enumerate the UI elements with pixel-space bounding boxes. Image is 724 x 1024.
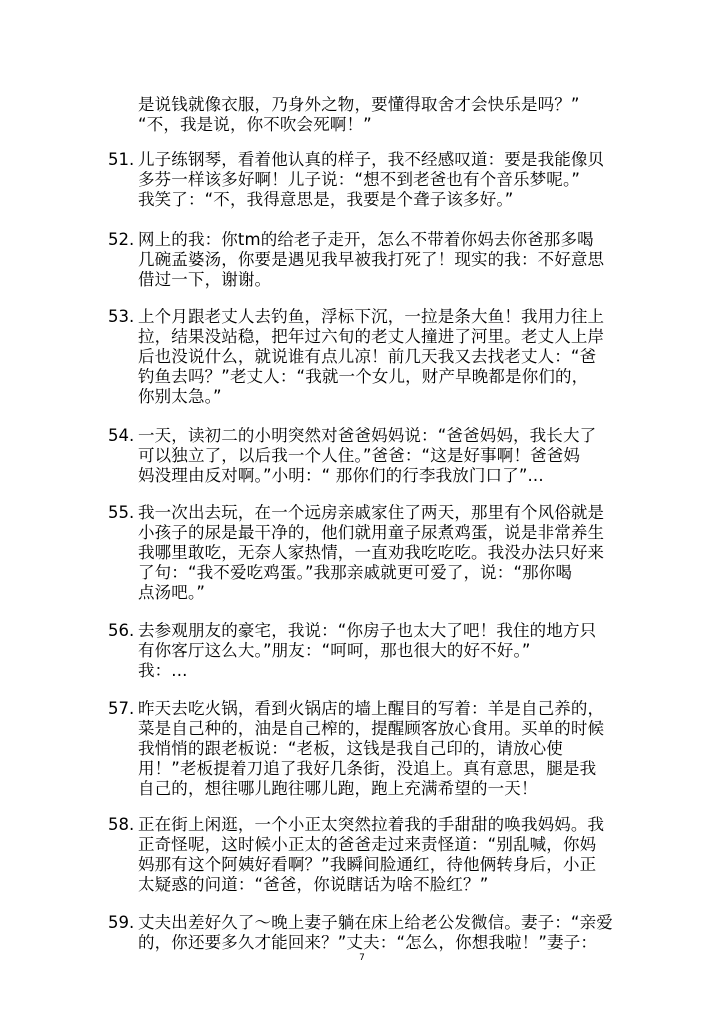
text-line: 上个月跟老丈人去钓鱼，浮标下沉，一拉是条大鱼！我用力往上 <box>138 307 605 326</box>
item-number: 53. <box>108 307 135 326</box>
text-line: 了句：“我不爱吃鸡蛋。”我那亲戚就更可爱了，说：“那你喝 <box>138 563 573 582</box>
text-line: 网上的我：你tm的给老子走开，怎么不带着你妈去你爸那多喝 <box>138 230 594 249</box>
text-line: 可以独立了，以后我一个人住。”爸爸：“这是好事啊！爸爸妈 <box>138 446 581 465</box>
item-number: 59. <box>108 913 135 932</box>
text-line: 去参观朋友的豪宅，我说：“你房子也太大了吧！我住的地方只 <box>138 621 597 640</box>
text-line: 昨天去吃火锅，看到火锅店的墙上醒目的写着：羊是自己养的， <box>138 699 605 718</box>
text-line: 太疑惑的问道：“爸爸，你说瞎话为啥不脸红？” <box>138 875 489 894</box>
text-line: 丈夫出差好久了～晚上妻子躺在床上给老公发微信。妻子：“亲爱 <box>138 913 613 932</box>
text-line: 我笑了：“不，我得意思是，我要是个聋子该多好。” <box>138 190 514 209</box>
text-line: 后也没说什么，就说谁有点儿凉！前几天我又去找老丈人：“爸 <box>138 347 597 366</box>
text-line: 妈没理由反对啊。”小明：“ 那你们的行李我放门口了”... <box>138 466 544 485</box>
text-line: 的，你还要多久才能回来？”丈夫：“怎么，你想我啦！”妻子： <box>138 933 597 952</box>
text-line: 我哪里敢吃，无奈人家热情，一直劝我吃吃吃。我没办法只好来 <box>138 543 605 562</box>
text-line: 妈那有这个阿姨好看啊？”我瞬间脸通红，待他俩转身后，小正 <box>138 855 597 874</box>
item-number: 55. <box>108 503 135 522</box>
text-line: 几碗孟婆汤，你要是遇见我早被我打死了！现实的我：不好意思 <box>138 250 605 269</box>
text-line: 点汤吧。” <box>138 583 206 602</box>
item-number: 54. <box>108 426 135 445</box>
page-number: 7 <box>359 953 365 963</box>
item-number: 56. <box>108 621 135 640</box>
text-line: 正奇怪呢，这时候小正太的爸爸走过来责怪道：“别乱喊，你妈 <box>138 835 597 854</box>
text-line: 你别太急。” <box>138 387 222 406</box>
item-number: 52. <box>108 230 135 249</box>
item-number: 58. <box>108 815 135 834</box>
text-line: 我：... <box>138 661 188 680</box>
text-line: 有你客厅这么大。”朋友：“呵呵，那也很大的好不好。” <box>138 641 531 660</box>
text-line: 正在街上闲逛，一个小正太突然拉着我的手甜甜的唤我妈妈。我 <box>138 815 605 834</box>
text-line: 一天，读初二的小明突然对爸爸妈妈说：“爸爸妈妈，我长大了 <box>138 426 597 445</box>
text-line: 儿子练钢琴，看着他认真的样子，我不经感叹道：要是我能像贝 <box>138 150 605 169</box>
text-line: 拉，结果没站稳，把年过六旬的老丈人撞进了河里。老丈人上岸 <box>138 327 605 346</box>
text-line: 钓鱼去吗？”老丈人：“我就一个女儿，财产早晚都是你们的， <box>138 367 589 386</box>
text-line: 我悄悄的跟老板说：“老板，这钱是我自己印的，请放心使 <box>138 739 563 758</box>
text-line: 自己的，想往哪儿跑往哪儿跑，跑上充满希望的一天！ <box>138 779 538 798</box>
text-line: 借过一下，谢谢。 <box>138 270 272 289</box>
item-number: 51. <box>108 150 135 169</box>
item-number: 57. <box>108 699 135 718</box>
text-line: 小孩子的尿是最干净的，他们就用童子尿煮鸡蛋，说是非常养生 <box>138 523 605 542</box>
text-line: 用！”老板提着刀追了我好几条街，没追上。真有意思，腿是我 <box>138 759 597 778</box>
text-line: 菜是自己种的，油是自己榨的，提醒顾客放心食用。买单的时候 <box>138 719 605 738</box>
text-line: 是说钱就像衣服，乃身外之物，要懂得取舍才会快乐是吗？” <box>138 95 580 114</box>
text-line: “不，我是说，你不吹会死啊！” <box>138 115 372 134</box>
text-line: 多芬一样该多好啊！儿子说：“想不到老爸也有个音乐梦呢。” <box>138 170 581 189</box>
text-line: 我一次出去玩，在一个远房亲戚家住了两天，那里有个风俗就是 <box>138 503 605 522</box>
